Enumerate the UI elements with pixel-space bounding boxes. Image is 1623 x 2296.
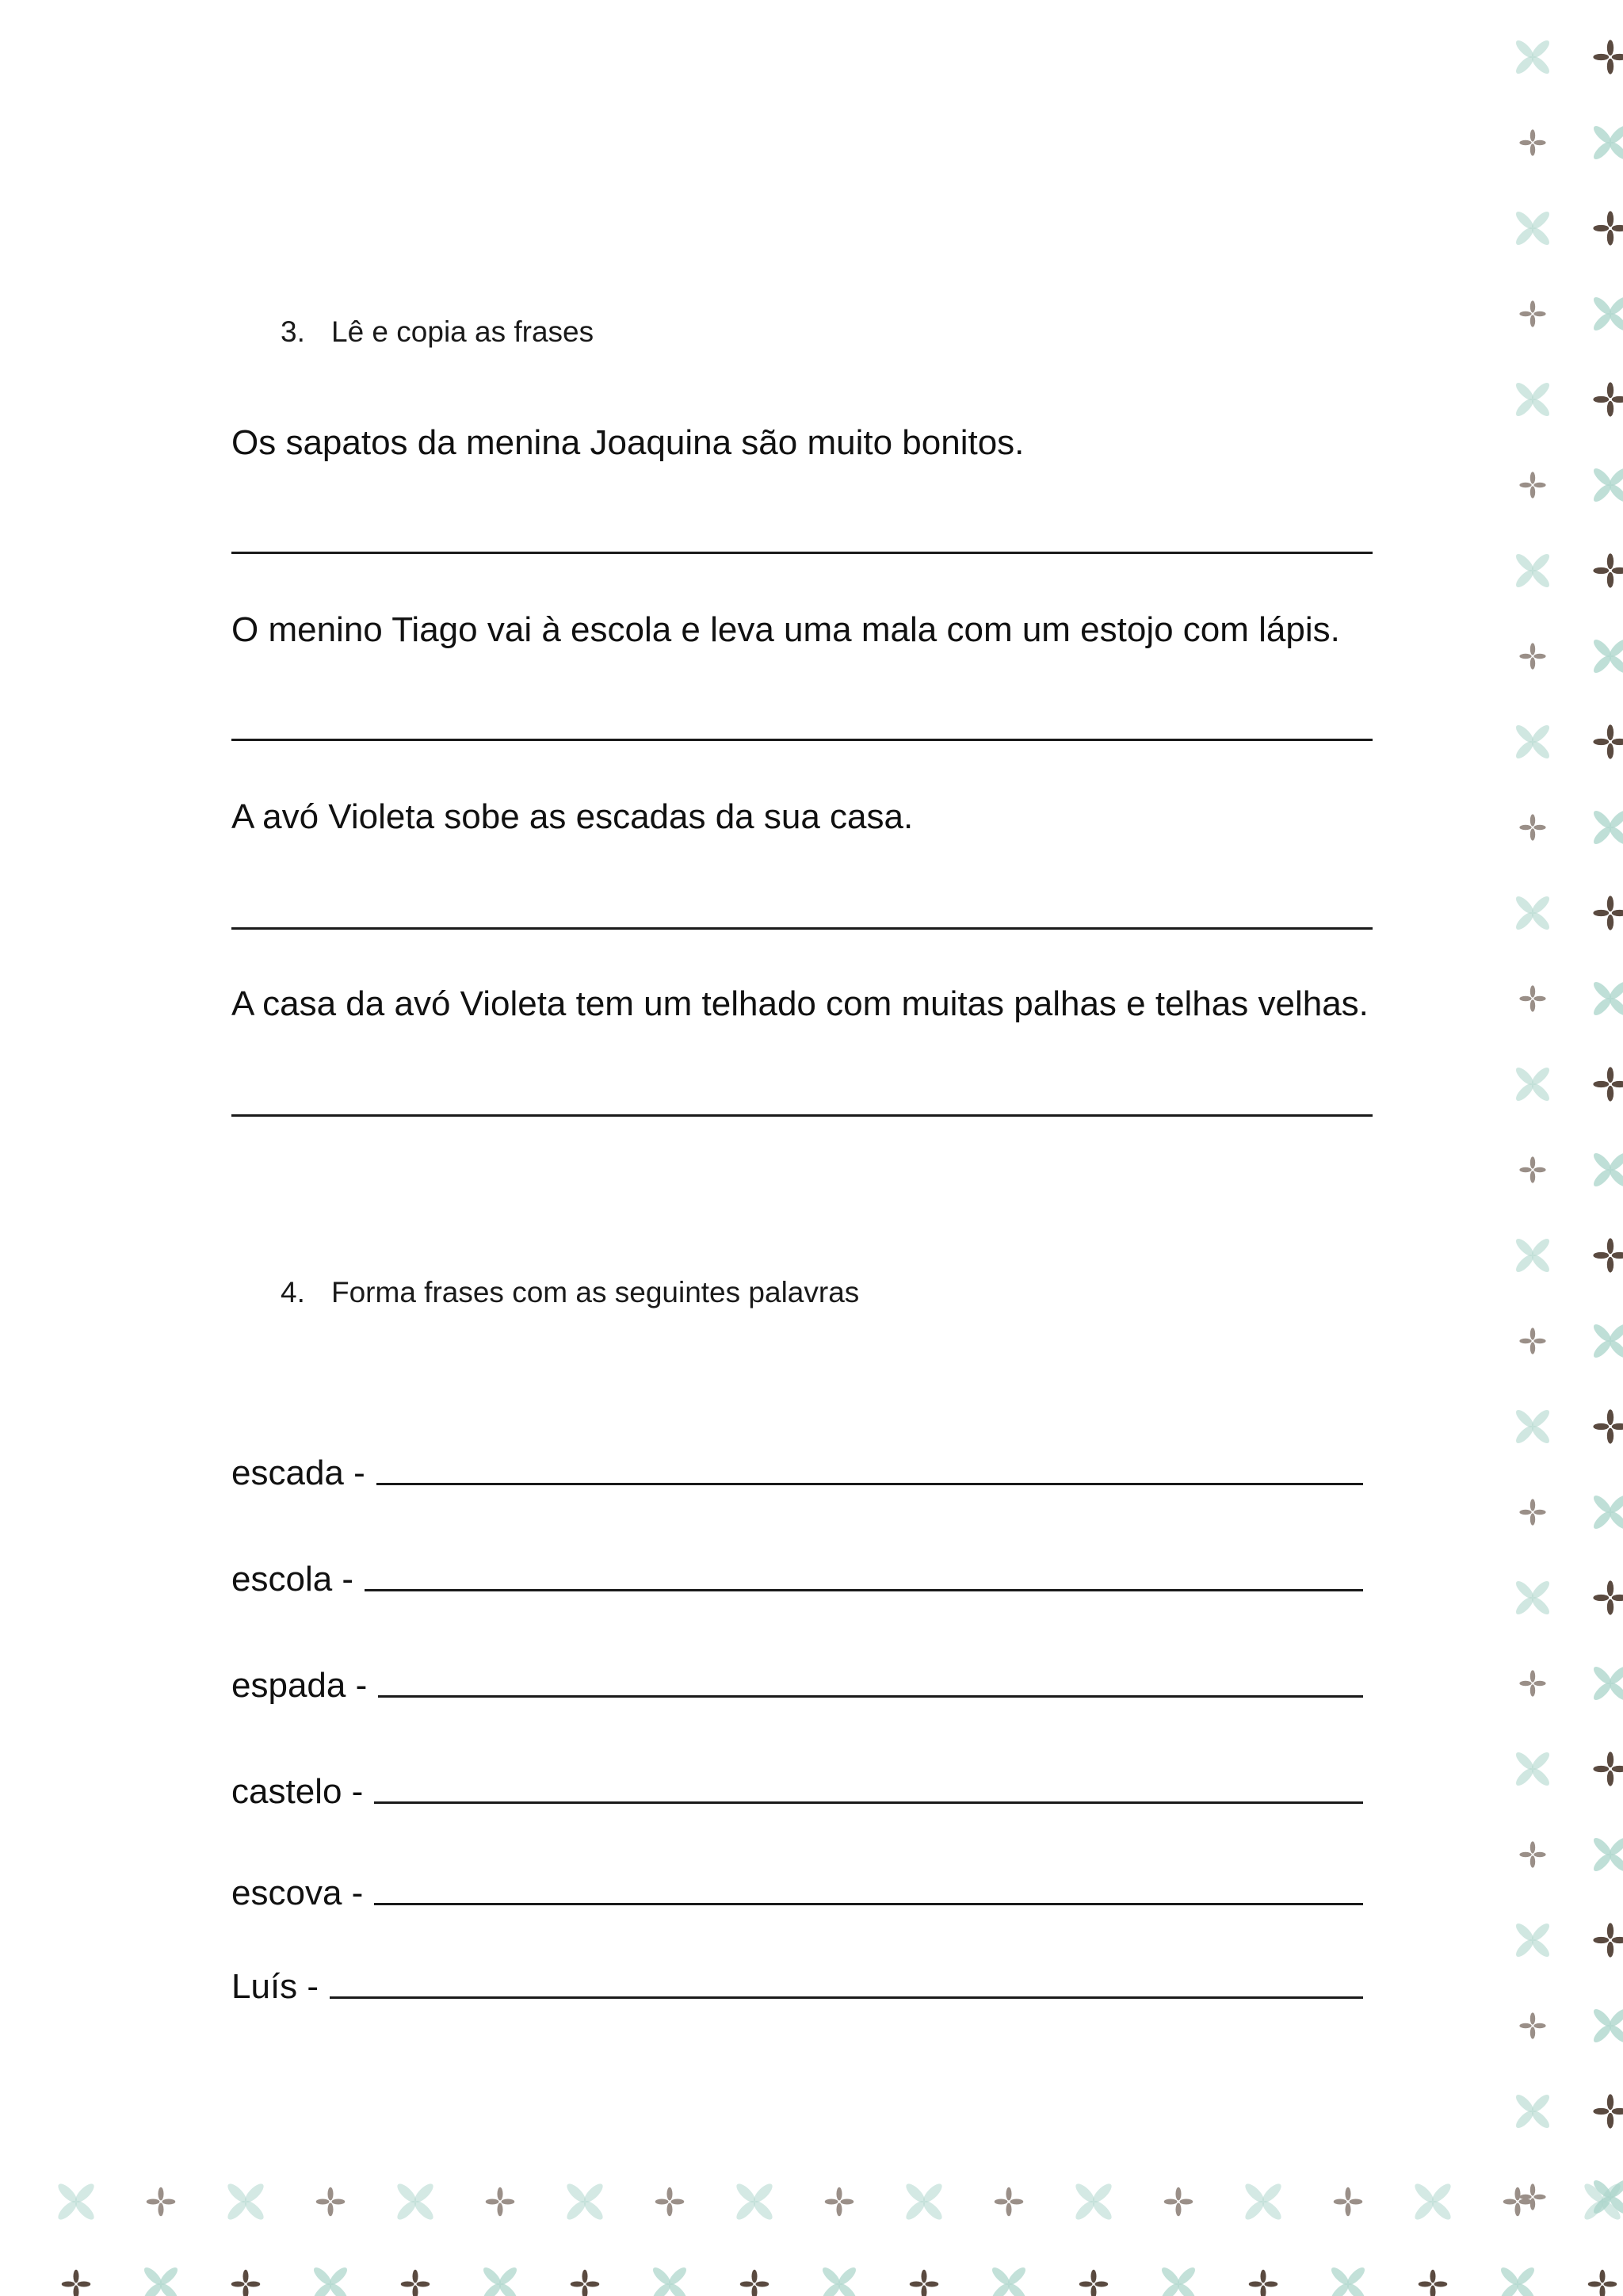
leaf-cluster-icon xyxy=(1514,1065,1552,1104)
word-row-escada xyxy=(231,1454,1373,1493)
flower-icon xyxy=(1334,2187,1363,2217)
copy-line-1[interactable] xyxy=(231,552,1373,554)
word-luis: Luís - xyxy=(231,1967,319,2006)
flower-icon xyxy=(1419,2270,1448,2296)
flower-icon xyxy=(1519,814,1545,840)
leaf-cluster-icon xyxy=(311,2265,350,2296)
word-row-escova xyxy=(231,1874,1373,1913)
sentence-2: O menino Tiago vai à escola e leva uma mala com um estojo com lápis. xyxy=(231,610,1340,649)
flower-icon xyxy=(1593,896,1623,930)
leaf-cluster-icon xyxy=(142,2265,181,2296)
flower-icon xyxy=(1519,985,1545,1011)
word-row-espada xyxy=(231,1666,1373,1706)
flower-icon xyxy=(1519,1328,1545,1354)
answer-line-escova[interactable] xyxy=(374,1903,1363,1905)
leaf-cluster-icon xyxy=(1591,1322,1623,1361)
flower-icon xyxy=(1593,40,1623,74)
word-row-luis xyxy=(231,1967,1373,2007)
exercise-3-number: 3. xyxy=(281,315,305,348)
leaf-cluster-icon xyxy=(1159,2265,1198,2296)
flower-icon xyxy=(1519,472,1545,498)
flower-icon xyxy=(1079,2270,1109,2296)
leaf-cluster-icon xyxy=(820,2265,859,2296)
leaf-cluster-icon xyxy=(1514,894,1552,933)
word-castelo: castelo - xyxy=(231,1772,364,1811)
leaf-cluster-icon xyxy=(1329,2265,1368,2296)
leaf-cluster-icon xyxy=(481,2265,520,2296)
word-escola: escola - xyxy=(231,1560,354,1599)
answer-line-espada[interactable] xyxy=(378,1695,1363,1698)
flower-icon xyxy=(571,2270,600,2296)
word-escada: escada - xyxy=(231,1454,365,1492)
flower-icon xyxy=(1593,1409,1623,1443)
flower-icon xyxy=(231,2270,261,2296)
leaf-cluster-icon xyxy=(1514,552,1552,590)
flower-icon xyxy=(1249,2270,1278,2296)
leaf-cluster-icon xyxy=(1514,1236,1552,1275)
exercise-4-title: Forma frases com as seguintes palavras xyxy=(331,1276,860,1308)
flower-icon xyxy=(1519,1156,1545,1182)
leaf-cluster-icon xyxy=(990,2265,1029,2296)
leaf-cluster-icon xyxy=(1591,637,1623,676)
flower-icon xyxy=(401,2270,430,2296)
flower-icon xyxy=(1519,1670,1545,1696)
flower-icon xyxy=(316,2187,346,2217)
leaf-cluster-icon xyxy=(1514,1921,1552,1960)
sentence-1: Os sapatos da menina Joaquina são muito bonitos. xyxy=(231,423,1025,462)
answer-line-luis[interactable] xyxy=(330,1996,1363,1999)
exercise-3-heading xyxy=(281,315,594,349)
leaf-cluster-icon xyxy=(1514,1750,1552,1789)
flower-icon xyxy=(1593,2094,1623,2128)
flower-icon xyxy=(486,2187,515,2217)
flower-icon xyxy=(1593,553,1623,587)
flower-icon xyxy=(1593,1238,1623,1272)
leaf-cluster-icon xyxy=(651,2265,689,2296)
leaf-cluster-icon xyxy=(1591,1836,1623,1874)
leaf-cluster-icon xyxy=(1499,2265,1537,2296)
flower-icon xyxy=(1593,1067,1623,1101)
leaf-cluster-icon xyxy=(1591,2007,1623,2046)
leaf-cluster-icon xyxy=(225,2181,266,2222)
flower-icon xyxy=(1593,211,1623,245)
leaf-cluster-icon xyxy=(564,2181,605,2222)
flower-icon xyxy=(62,2270,91,2296)
flower-icon xyxy=(1519,1841,1545,1867)
copy-line-3[interactable] xyxy=(231,927,1373,930)
flower-icon xyxy=(1519,129,1545,155)
flower-icon xyxy=(1593,724,1623,758)
leaf-cluster-icon xyxy=(734,2181,775,2222)
leaf-cluster-icon xyxy=(1591,808,1623,847)
leaf-cluster-icon xyxy=(1591,466,1623,505)
flower-icon xyxy=(1593,1752,1623,1786)
leaf-cluster-icon xyxy=(1073,2181,1114,2222)
flower-icon xyxy=(147,2187,176,2217)
flower-icon xyxy=(1593,1923,1623,1957)
copy-line-4[interactable] xyxy=(231,1114,1373,1117)
flower-icon xyxy=(1519,300,1545,327)
flower-icon xyxy=(1503,2187,1533,2217)
answer-line-escada[interactable] xyxy=(376,1483,1363,1485)
leaf-cluster-icon xyxy=(1412,2181,1453,2222)
leaf-cluster-icon xyxy=(1582,2181,1623,2222)
floral-border-right xyxy=(1498,0,1623,2296)
word-escova: escova - xyxy=(231,1874,364,1912)
leaf-cluster-icon xyxy=(1514,1579,1552,1618)
flower-icon xyxy=(655,2187,685,2217)
leaf-cluster-icon xyxy=(1591,124,1623,162)
word-espada: espada - xyxy=(231,1666,368,1705)
floral-border-bottom xyxy=(0,2172,1623,2296)
flower-icon xyxy=(1519,643,1545,669)
leaf-cluster-icon xyxy=(1591,980,1623,1018)
leaf-cluster-icon xyxy=(1514,2092,1552,2131)
word-row-castelo xyxy=(231,1772,1373,1812)
leaf-cluster-icon xyxy=(55,2181,97,2222)
leaf-cluster-icon xyxy=(903,2181,945,2222)
exercise-3-title: Lê e copia as frases xyxy=(331,315,594,348)
answer-line-castelo[interactable] xyxy=(374,1801,1363,1804)
leaf-cluster-icon xyxy=(1514,38,1552,77)
leaf-cluster-icon xyxy=(1514,380,1552,419)
flower-icon xyxy=(910,2270,939,2296)
exercise-4-number: 4. xyxy=(281,1276,305,1308)
flower-icon xyxy=(1593,382,1623,416)
flower-icon xyxy=(1593,1580,1623,1614)
leaf-cluster-icon xyxy=(1591,1151,1623,1190)
flower-icon xyxy=(740,2270,769,2296)
leaf-cluster-icon xyxy=(1243,2181,1284,2222)
leaf-cluster-icon xyxy=(1591,1493,1623,1532)
exercise-4-heading xyxy=(281,1276,859,1309)
flower-icon xyxy=(1519,1499,1545,1525)
leaf-cluster-icon xyxy=(1591,295,1623,334)
leaf-cluster-icon xyxy=(1514,723,1552,762)
leaf-cluster-icon xyxy=(1514,209,1552,248)
flower-icon xyxy=(995,2187,1024,2217)
leaf-cluster-icon xyxy=(1591,1664,1623,1703)
word-row-escola xyxy=(231,1560,1373,1599)
sentence-4: A casa da avó Violeta tem um telhado com muitas palhas e telhas velhas. xyxy=(231,984,1369,1023)
flower-icon xyxy=(1588,2270,1617,2296)
flower-icon xyxy=(825,2187,854,2217)
leaf-cluster-icon xyxy=(1514,1408,1552,1446)
answer-line-escola[interactable] xyxy=(365,1589,1363,1591)
sentence-3: A avó Violeta sobe as escadas da sua casa. xyxy=(231,797,914,836)
flower-icon xyxy=(1164,2187,1193,2217)
flower-icon xyxy=(1519,2012,1545,2038)
copy-line-2[interactable] xyxy=(231,739,1373,741)
leaf-cluster-icon xyxy=(395,2181,436,2222)
